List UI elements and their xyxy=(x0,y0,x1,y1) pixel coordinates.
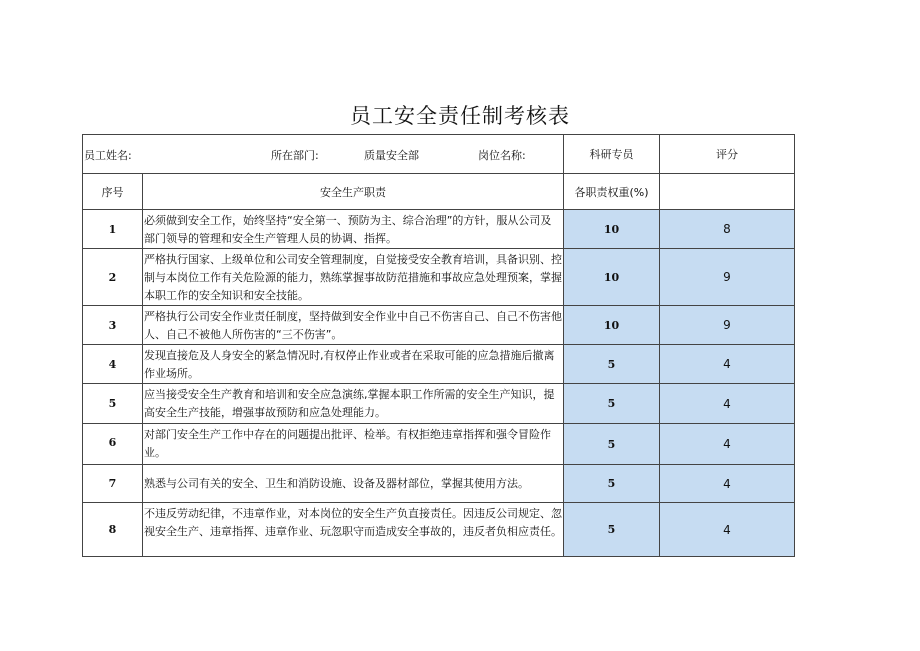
col-duty-header: 安全生产职责 xyxy=(143,174,564,210)
table-row xyxy=(83,503,795,557)
row-score[interactable]: 4 xyxy=(660,384,795,424)
row-weight: 5 xyxy=(564,424,660,465)
row-duty: 对部门安全生产工作中存在的问题提出批评、检举。有权拒绝违章指挥和强令冒险作业。 xyxy=(143,424,564,465)
row-weight: 10 xyxy=(564,306,660,345)
row-weight: 10 xyxy=(564,210,660,249)
assessment-table xyxy=(82,134,795,557)
post-value: 科研专员 xyxy=(564,135,660,174)
table-row xyxy=(83,249,795,306)
row-duty: 严格执行国家、上级单位和公司安全管理制度，自觉接受安全教育培训，具备识别、控制与本岗位工作有关危险源的能力，熟练掌握事故防范措施和事故应急处理预案，掌握本职工作的安全知识和安全技能。 xyxy=(143,249,564,306)
row-index: 5 xyxy=(83,384,143,424)
row-score[interactable]: 9 xyxy=(660,249,795,306)
row-score[interactable]: 8 xyxy=(660,210,795,249)
row-duty: 发现直接危及人身安全的紧急情况时,有权停止作业或者在采取可能的应急措施后撤离作业场所。 xyxy=(143,345,564,384)
row-weight: 10 xyxy=(564,249,660,306)
table-row xyxy=(83,424,795,465)
row-index: 3 xyxy=(83,306,143,345)
row-duty: 应当接受安全生产教育和培训和安全应急演练,掌握本职工作所需的安全生产知识，提高安全生产技能，增强事故预防和应急处理能力。 xyxy=(143,384,564,424)
department-label: 所在部门: xyxy=(271,149,319,162)
department-value: 质量安全部 xyxy=(364,149,419,162)
row-weight: 5 xyxy=(564,384,660,424)
row-index: 6 xyxy=(83,424,143,465)
column-header-row xyxy=(83,174,795,210)
row-duty: 必须做到安全工作，始终坚持“安全第一、预防为主、综合治理”的方针，服从公司及部门领导的管理和安全生产管理人员的协调、指挥。 xyxy=(143,210,564,249)
col-index-header: 序号 xyxy=(83,174,143,210)
row-duty: 不违反劳动纪律，不违章作业，对本岗位的安全生产负直接责任。因违反公司规定、忽视安全生产、违章指挥、违章作业、玩忽职守而造成安全事故的，违反者负相应责任。 xyxy=(143,503,564,557)
row-score[interactable]: 9 xyxy=(660,306,795,345)
row-weight: 5 xyxy=(564,465,660,503)
table-row xyxy=(83,210,795,249)
row-index: 7 xyxy=(83,465,143,503)
score-label: 评分 xyxy=(660,135,795,174)
table-row xyxy=(83,345,795,384)
row-weight: 5 xyxy=(564,345,660,384)
col-weight-header: 各职责权重(%) xyxy=(564,174,660,210)
employee-info-cell xyxy=(83,135,564,174)
table-row xyxy=(83,384,795,424)
row-score[interactable]: 4 xyxy=(660,465,795,503)
post-label: 岗位名称: xyxy=(478,149,526,162)
row-index: 2 xyxy=(83,249,143,306)
row-score[interactable]: 4 xyxy=(660,345,795,384)
row-score[interactable]: 4 xyxy=(660,503,795,557)
table-row xyxy=(83,306,795,345)
table-row xyxy=(83,465,795,503)
row-index: 1 xyxy=(83,210,143,249)
row-duty: 严格执行公司安全作业责任制度，坚持做到安全作业中自己不伤害自己、自己不伤害他人、自己不被他人所伤害的“三不伤害”。 xyxy=(143,306,564,345)
row-duty: 熟悉与公司有关的安全、卫生和消防设施、设备及器材部位，掌握其使用方法。 xyxy=(143,465,564,503)
row-index: 8 xyxy=(83,503,143,557)
row-weight: 5 xyxy=(564,503,660,557)
col-score-header xyxy=(660,174,795,210)
page-title: 员工安全责任制考核表 xyxy=(350,104,570,128)
row-index: 4 xyxy=(83,345,143,384)
row-score[interactable]: 4 xyxy=(660,424,795,465)
employee-name-label: 员工姓名: xyxy=(84,149,132,162)
header-row xyxy=(83,135,795,174)
